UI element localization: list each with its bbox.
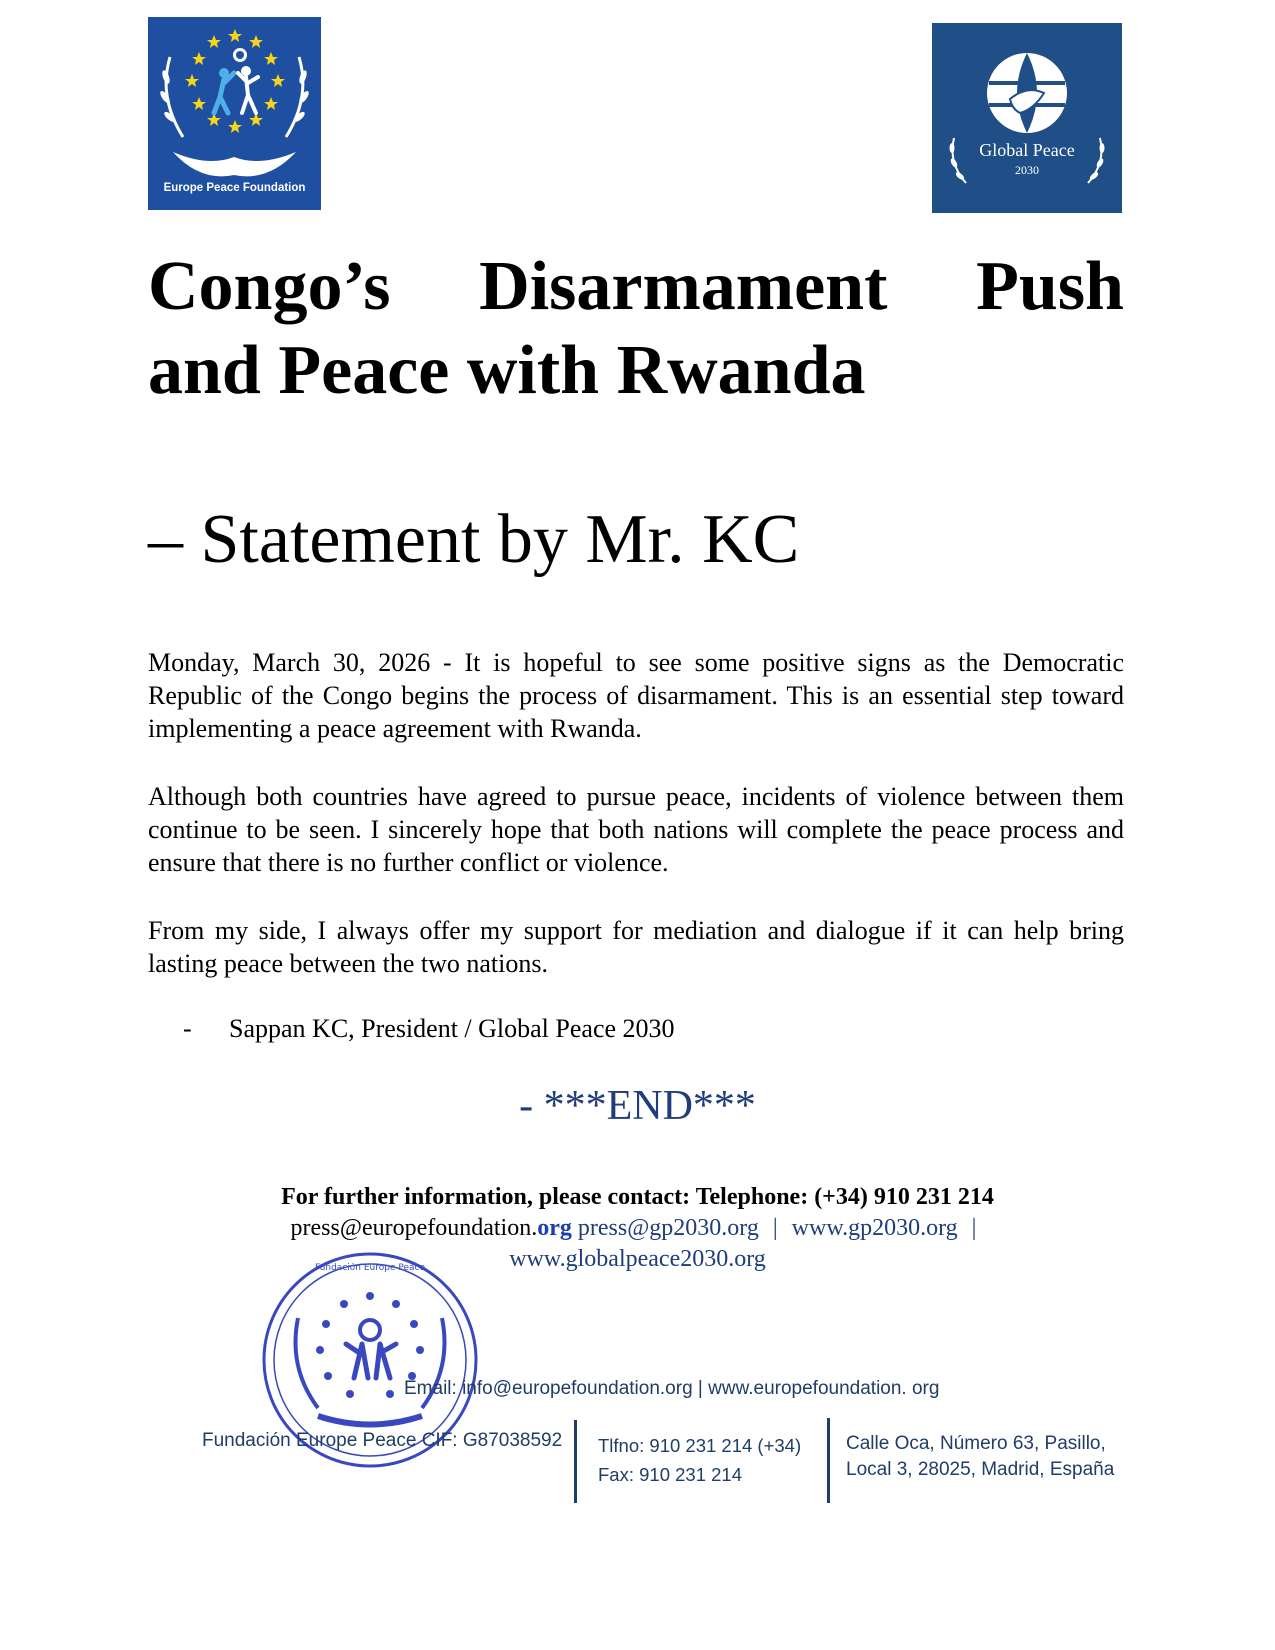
paragraph-3: From my side, I always offer my support for mediation and dialogue if it can help bring lasting peace between the two nations.	[148, 916, 1124, 978]
logo-caption: Europe Peace Foundation	[163, 182, 306, 194]
end-marker: - ***END***	[519, 1083, 756, 1129]
dove-globe-icon	[932, 23, 1122, 213]
footer-address	[846, 1431, 1114, 1483]
title-word: Disarmament	[479, 248, 888, 325]
website-gp2030[interactable]: www.gp2030.org	[791, 1215, 958, 1241]
address-line-2: Local 3, 28025, Madrid, España	[846, 1459, 1115, 1480]
footer-telephone: Tlfno: 910 231 214 (+34)	[598, 1435, 802, 1456]
footer-fax: Fax: 910 231 214	[598, 1464, 742, 1485]
contact-links-line	[0, 1213, 1275, 1244]
footer-foundation: Fundación Europe Peace CIF: G87038592	[202, 1430, 563, 1451]
separator: |	[971, 1215, 977, 1241]
email-tld: org	[537, 1215, 572, 1241]
stamp-text: Fundación Europe Peace	[315, 1263, 425, 1273]
title-word: Push	[976, 248, 1124, 325]
page-title	[148, 245, 1124, 413]
separator: |	[772, 1215, 778, 1241]
global-peace-2030-logo	[932, 23, 1122, 213]
footer-phone	[598, 1431, 801, 1489]
contact-block	[0, 1182, 1275, 1275]
signature-text: Sappan KC, President / Global Peace 2030	[229, 1014, 675, 1043]
title-line-1	[148, 245, 1124, 329]
paragraph-1: Monday, March 30, 2026 - It is hopeful to see some positive signs as the Democratic Republic of the Congo begins the process of disarmament. This is an essential step toward implementing a peace agreement with Rwanda.	[148, 648, 1124, 743]
page-subtitle: – Statement by Mr. KC	[148, 501, 800, 578]
website-globalpeace2030[interactable]: www.globalpeace2030.org	[509, 1246, 766, 1272]
contact-heading: For further information, please contact: Telephone: (+34) 910 231 214	[281, 1184, 994, 1210]
europe-peace-foundation-logo	[148, 17, 321, 210]
address-line-1: Calle Oca, Número 63, Pasillo,	[846, 1433, 1106, 1454]
footer-divider	[574, 1420, 577, 1503]
signature	[183, 1012, 675, 1045]
title-line-2: and Peace with Rwanda	[148, 332, 866, 409]
email-prefix: press@europefoundation.	[290, 1215, 538, 1241]
press-email-europe[interactable]	[291, 1215, 572, 1241]
footer-divider	[827, 1418, 830, 1503]
press-email-gp2030[interactable]: press@gp2030.org	[577, 1215, 759, 1241]
footer-email: Email: info@europefoundation.org | www.europefoundation. org	[404, 1378, 940, 1399]
logo-year: 2030	[1015, 163, 1039, 177]
logo-name: Global Peace	[979, 140, 1075, 160]
signature-dash: -	[183, 1014, 192, 1043]
title-word: Congo’s	[148, 248, 391, 325]
paragraph-2: Although both countries have agreed to pursue peace, incidents of violence between them continue to be seen. I sincerely hope that both nations will complete the peace process and ensure that there is no further conflict or violence.	[148, 782, 1124, 877]
